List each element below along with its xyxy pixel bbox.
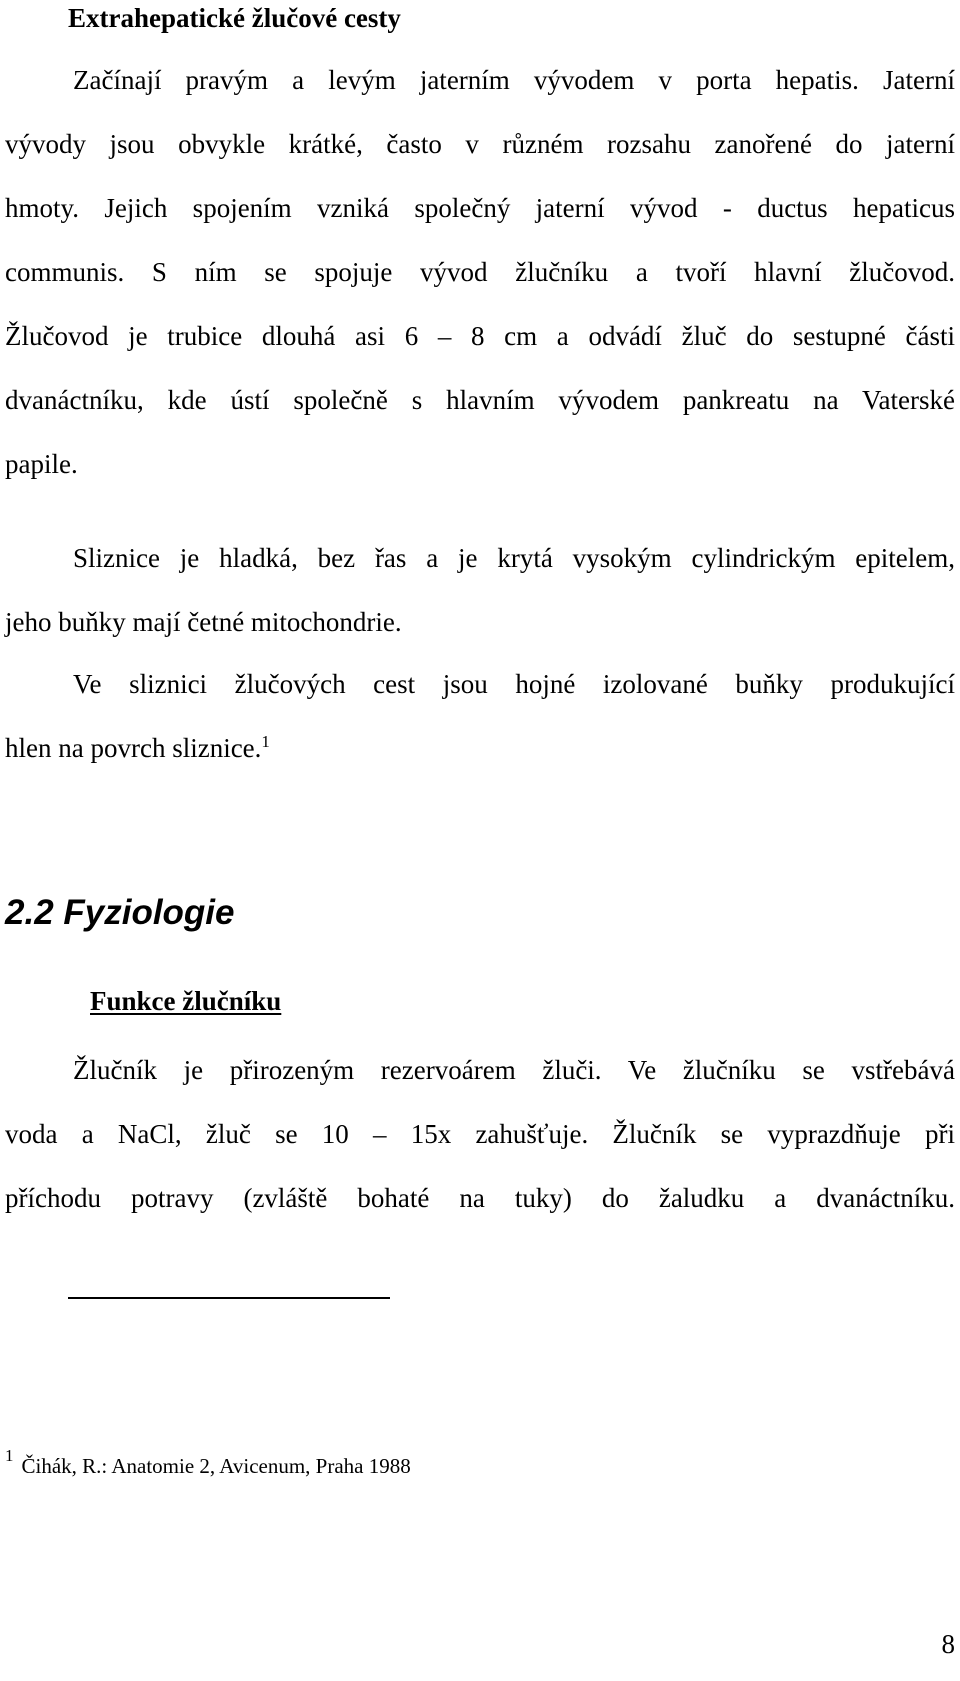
paragraph-line: Žlučovod je trubice dlouhá asi 6 – 8 cm a odvádí žluč do sestupné části	[5, 321, 955, 351]
paragraph-line: hmoty. Jejich spojením vzniká společný jaterní vývod - ductus hepaticus	[5, 193, 955, 223]
page-number: 8	[941, 1629, 955, 1659]
paragraph-line: dvanáctníku, kde ústí společně s hlavním vývodem pankreatu na Vaterské	[5, 385, 955, 415]
heading-extrahepatic-bile-ducts: Extrahepatické žlučové cesty	[68, 3, 401, 33]
paragraph-line	[5, 716, 955, 780]
paragraph-line: Ve sliznici žlučových cest jsou hojné izolované buňky produkující	[73, 669, 955, 699]
section-title-physiology: 2.2 Fyziologie	[5, 893, 235, 932]
paragraph-line: Začínají pravým a levým jaterním vývodem v porta hepatis. Jaterní	[73, 65, 955, 95]
footnote-mark: 1	[5, 1446, 14, 1465]
footnote-reference: 1	[261, 732, 270, 751]
subheading-gallbladder-function: Funkce žlučníku	[90, 986, 282, 1016]
paragraph-line: vývody jsou obvykle krátké, často v různém rozsahu zanořené do jaterní	[5, 129, 955, 159]
footnote-separator	[68, 1297, 390, 1299]
paragraph-bile-ducts-intro	[5, 48, 955, 496]
paragraph-line: voda a NaCl, žluč se 10 – 15x zahušťuje. Žlučník se vyprazdňuje při	[5, 1119, 955, 1149]
footnote	[5, 1446, 411, 1484]
paragraph-line: Sliznice je hladká, bez řas a je krytá vysokým cylindrickým epitelem,	[73, 543, 955, 573]
paragraph-line-text: hlen na povrch sliznice.	[5, 733, 262, 763]
paragraph-mucosa	[5, 526, 955, 654]
paragraph-mucus-cells	[5, 652, 955, 780]
paragraph-gallbladder-function	[5, 1038, 955, 1230]
paragraph-line: Žlučník je přirozeným rezervoárem žluči. Ve žlučníku se vstřebává	[73, 1055, 955, 1085]
paragraph-line: communis. S ním se spojuje vývod žlučníku a tvoří hlavní žlučovod.	[5, 257, 955, 287]
footnote-text: Čihák, R.: Anatomie 2, Avicenum, Praha 1988	[21, 1454, 411, 1478]
paragraph-line: papile.	[5, 449, 78, 479]
paragraph-line: jeho buňky mají četné mitochondrie.	[5, 607, 402, 637]
paragraph-line: příchodu potravy (zvláště bohaté na tuky) do žaludku a dvanáctníku.	[5, 1183, 955, 1213]
